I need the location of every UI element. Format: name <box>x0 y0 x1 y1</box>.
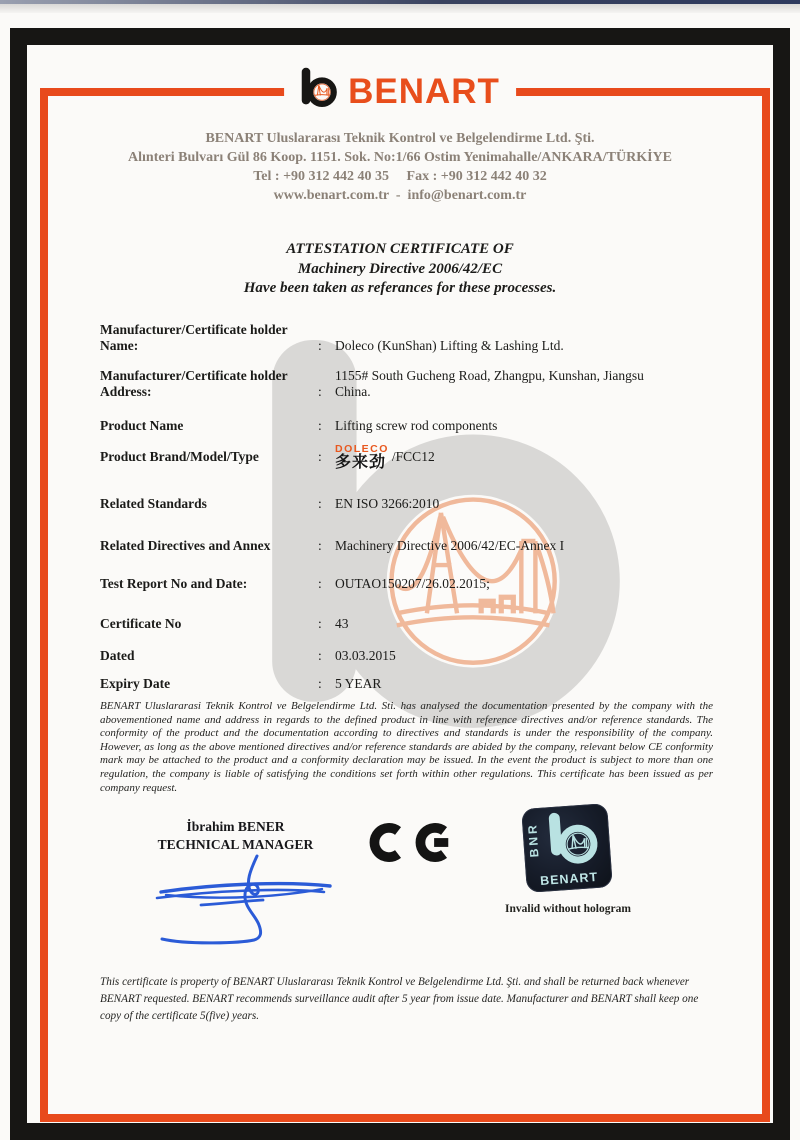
colon: : <box>318 676 322 691</box>
property-note: This certificate is property of BENART Uluslararası Teknik Kontrol ve Belgelendirme Ltd. Şti. and shall be returned back whenever BENART requested. BENART recommends surveillance audit after 5 year from issue date. Manufacturer and BENART shall keep one copy of the certificate 5(five) years. <box>100 976 699 1022</box>
field-product-brand <box>100 444 665 471</box>
field-manufacturer-name <box>100 322 665 354</box>
colon: : <box>318 496 322 511</box>
colon: : <box>318 384 322 399</box>
colon: : <box>318 449 322 465</box>
field-related-standards <box>100 496 665 512</box>
benart-b-logo-icon <box>300 67 339 110</box>
title-line-3: Have been taken as referances for these processes. <box>243 280 557 296</box>
field-label: Manufacturer/Certificate holder <box>100 322 288 337</box>
certificate-title <box>0 240 800 299</box>
field-value: Lifting screw rod components <box>335 418 498 433</box>
field-value: /FCC12 <box>391 449 435 465</box>
field-value: 5 YEAR <box>335 676 382 691</box>
field-value: EN ISO 3266:2010 <box>335 496 440 511</box>
tel-fax-line: Tel : +90 312 442 40 35 Fax : +90 312 442 40 32 <box>253 169 547 184</box>
field-value: Doleco (KunShan) Lifting & Lashing Ltd. <box>335 338 564 353</box>
field-label: Dated <box>100 648 135 663</box>
brand-name: BENART <box>348 71 500 111</box>
handwritten-signature <box>133 846 378 958</box>
signatory-role: TECHNICAL MANAGER <box>157 837 314 852</box>
field-test-report <box>100 576 665 592</box>
field-label: Product Name <box>100 418 184 433</box>
field-value: 43 <box>335 616 349 631</box>
doleco-latin-text: DOLECO <box>335 443 389 455</box>
hologram-b-logo-icon <box>544 809 604 871</box>
field-label: Address: <box>100 384 152 399</box>
field-related-directives <box>100 538 665 554</box>
field-value: OUTAO150207/26.02.2015; <box>335 576 490 591</box>
colon: : <box>318 338 322 353</box>
signatory-name: İbrahim BENER <box>186 819 285 834</box>
field-label: Test Report No and Date: <box>100 576 248 591</box>
web-mail-line: www.benart.com.tr - info@benart.com.tr <box>273 188 527 203</box>
colon: : <box>318 538 322 553</box>
field-value: 1155# South Gucheng Road, Zhangpu, Kunshan, Jiangsu China. <box>335 368 644 399</box>
colon: : <box>318 648 322 663</box>
header-logo <box>284 56 516 120</box>
declaration-paragraph: BENART Uluslararasi Teknik Kontrol ve Belgelendirme Ltd. Sti. has analysed the documentation presented by the company with the abovementioned name and address in regards to the defined product in line with reference directives and/or reference standards. The conformity of the product and the documentation according to directives and standards is under the responsibility of the company. However, as long as the above mentioned directives and/or reference standards are abided by the company, relevant below CE conformity mark may be attached to the product and a conformity declaration may be issued. In the event the product is subject to more than one regulation, the company is liable of satisfying the conditions set forth within other regulations. This certificate has been issued as per company request. <box>100 700 713 794</box>
hologram-caption: Invalid without hologram <box>505 903 631 915</box>
hologram-sticker <box>521 803 613 893</box>
colon: : <box>318 418 322 433</box>
field-dated <box>100 648 665 664</box>
field-expiry-date <box>100 676 665 692</box>
company-address-block <box>0 129 800 205</box>
street-line: Alınteri Bulvarı Gül 86 Koop. 1151. Sok. No:1/66 Ostim Yenimahalle/ANKARA/TÜRKİYE <box>128 150 672 165</box>
hologram-side-text: BNR <box>525 821 542 858</box>
field-label: Related Directives and Annex <box>100 538 271 553</box>
field-label: Manufacturer/Certificate holder <box>100 368 288 383</box>
field-manufacturer-address <box>100 368 665 400</box>
scanner-edge-shade <box>0 4 800 13</box>
company-name-line: BENART Uluslararası Teknik Kontrol ve Belgelendirme Ltd. Şti. <box>205 131 595 146</box>
colon: : <box>318 576 322 591</box>
doleco-chinese-text: 多来劲 <box>335 453 387 471</box>
field-product-name <box>100 418 665 434</box>
field-certificate-no <box>100 616 665 632</box>
ce-mark-icon <box>366 819 458 866</box>
field-label: Certificate No <box>100 616 182 631</box>
title-line-1: ATTESTATION CERTIFICATE OF <box>286 241 514 257</box>
field-label: Related Standards <box>100 496 207 511</box>
hologram-brand-text: BENART <box>539 869 599 888</box>
field-label: Expiry Date <box>100 676 171 691</box>
field-label: Name: <box>100 338 139 353</box>
field-label: Product Brand/Model/Type <box>100 449 259 465</box>
title-line-2: Machinery Directive 2006/42/EC <box>297 260 503 277</box>
doleco-brand-logo <box>335 444 389 471</box>
colon: : <box>318 616 322 631</box>
field-value: Machinery Directive 2006/42/EC-Annex I <box>335 538 565 553</box>
field-value: 03.03.2015 <box>335 648 396 663</box>
